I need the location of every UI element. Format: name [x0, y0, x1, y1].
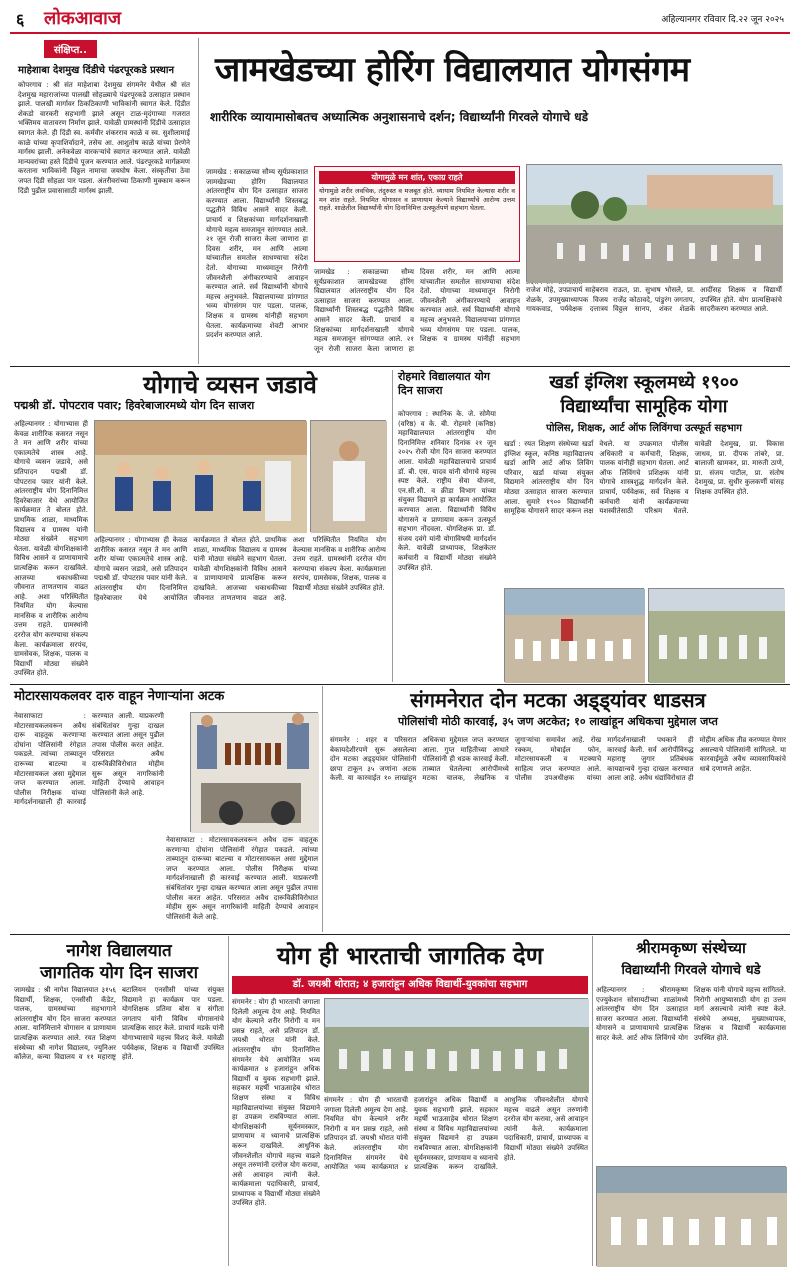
bottom-divider-right — [592, 936, 593, 1266]
popatrao-body-left: अहिल्यानगर : योगाभ्यास ही केवळ शारीरिक कसरत नसून ते मन आणि शरीर यांच्या एकात्मतेचे शास्त्र आहे. योगाचे व्यसन जडावे, असे प्रतिपादन पद्मश्री डॉ. पोपटराव पवार यांनी केले. आंतरराष्ट्रीय योग दिनानिमित्त हिवरेबाजार येथे आयोजित कार्यक्रमात ते बोलत होते. प्राथमिक शाळा, माध्यमिक विद्यालय व ग्रामस्थ यांनी मोठ्या संख्येने सहभाग घेतला. यावेळी योगशिक्षकांनी विविध आसने व प्राणायामाचे प्रात्यक्षिक करून दाखविले. आजच्या धकाधकीच्या जीवनात ताणतणाव वाढत आहे. अशा परिस्थितीत नियमित योग केल्यास मानसिक व शारीरिक आरोग्य उत्तम राहते. ग्रामस्थांनी दररोज योग करण्याचा संकल्प केला. कार्यक्रमाला सरपंच, ग्रामसेवक, शिक्षक, पालक व विद्यार्थी मोठ्या संख्येने उपस्थित होते. — [14, 420, 88, 678]
masthead-rule — [10, 32, 790, 34]
bharat-body-right: संगमनेर : योग ही भारताची जगाला दिलेली अमूल्य देण आहे. नियमित योग केल्याने शरीर निरोगी व मन प्रसन्न राहते, असे प्रतिपादन डॉ. जयश्री थोरात यांनी केले. आंतरराष्ट्रीय योग दिनानिमित्त संगमनेर येथे आयोजित भव्य कार्यक्रमात ४ हजारांहून अधिक विद्यार्थी व युवक सहभागी झाले. सहकार महर्षी भाऊसाहेब थोरात शिक्षण संस्था व विविध महाविद्यालयांच्या संयुक्त विद्यमाने हा उपक्रम राबविण्यात आला. योगशिक्षकांनी सूर्यनमस्कार, प्राणायाम व ध्यानाचे प्रात्यक्षिक करून दाखविले. आधुनिक जीवनशैलीत योगाचे महत्त्व वाढले असून तरुणांनी दररोज योग करावा, असे आवाहन त्यांनी केले. कार्यक्रमाला पदाधिकारी, प्राचार्य, प्राध्यापक व विद्यार्थी मोठ्या संख्येने उपस्थित होते. — [324, 1096, 588, 1172]
lead-body-lower: जामखेड : सकाळच्या सौम्य सूर्यप्रकाशात जामखेडच्या होरिंग विद्यालयात आंतरराष्ट्रीय योग दिन उत्साहात साजरा करण्यात आला. विद्यार्थ्यांनी शिस्तबद्ध पद्धतीने विविध आसने सादर केली. प्राचार्य व शिक्षकांच्या मार्गदर्शनाखाली योगाचे महत्व समजावून सांगण्यात आले. २१ जून रोजी साजरा केला जाणारा हा दिवस शरीर, मन आणि आत्मा यांच्यातील समतोल साधण्याचा संदेश देतो. योगाच्या माध्यमातून निरोगी जीवनशैली अंगीकारण्याचे आवाहन करण्यात आले. सर्व विद्यार्थ्यांनी योगाचे महत्त्व अनुभवले. विद्यालयाच्या प्रांगणात भव्य योगसंगम पार पडला. पालक, शिक्षक व ग्रामस्थ यांनीही सहभाग — [314, 268, 520, 353]
lead-subhead: शारीरिक व्यायामासोबतच अध्यात्मिक अनुशासनाचे दर्शन; विद्यार्थ्यांनी गिरवले योगाचे धडे — [210, 110, 589, 124]
popatrao-body-right: अहिल्यानगर : योगाभ्यास ही केवळ शारीरिक कसरत नसून ते मन आणि शरीर यांच्या एकात्मतेचे शास्त्र आहे. योगाचे व्यसन जडावे, असे प्रतिपादन पद्मश्री डॉ. पोपटराव पवार यांनी केले. आंतरराष्ट्रीय योग दिनानिमित्त हिवरेबाजार येथे आयोजित कार्यक्रमात ते बोलत होते. प्राथमिक शाळा, माध्यमिक विद्यालय व ग्रामस्थ यांनी मोठ्या संख्येने सहभाग घेतला. यावेळी योगशिक्षकांनी विविध आसने व प्राणायामाचे प्रात्यक्षिक करून दाखविले. आजच्या धकाधकीच्या जीवनात ताणतणाव वाढत आहे. अशा परिस्थितीत नियमित योग केल्यास मानसिक व शारीरिक आरोग्य उत्तम राहते. ग्रामस्थांनी दररोज योग करण्याचा संकल्प केला. कार्यक्रमाला सरपंच, ग्रामसेवक, शिक्षक, पालक व विद्यार्थी मोठ्या संख्येने उपस्थित होते. — [94, 536, 386, 602]
lead-body: जामखेड : सकाळच्या सौम्य सूर्यप्रकाशात जामखेडच्या होरिंग विद्यालयात आंतरराष्ट्रीय योग दिन उत्साहात साजरा करण्यात आला. विद्यार्थ्यांनी शिस्तबद्ध पद्धतीने विविध आसने सादर केली. प्राचार्य व शिक्षकांच्या मार्गदर्शनाखाली योगाचे महत्व समजावून सांगण्यात आले. २१ जून रोजी साजरा केला जाणारा हा दिवस शरीर, मन आणि आत्मा यांच्यातील समतोल साधण्याचा संदेश देतो. योगाच्या माध्यमातून निरोगी जीवनशैली अंगीकारण्याचे आवाहन करण्यात आले. सर्व विद्यार्थ्यांनी योगाचे महत्त्व अनुभवले. विद्यालयाच्या प्रांगणात भव्य योगसंगम पार पडला. पालक, शिक्षक व ग्रामस्थ यांनीही सहभाग घेतला. कार्यक्रमाच्या शेवटी आभार प्रदर्शन करण्यात आले. — [206, 168, 308, 340]
matka-subhead: पोलिसांची मोठी कारवाई, ३५ जण अटकेत; १० लाखांहून अधिकचा मुद्देमाल जप्त — [398, 715, 718, 728]
ramkrishna-headline-2: विद्यार्थ्यांनी गिरवले योगाचे धडे — [621, 963, 761, 978]
lead-quote-box — [314, 166, 520, 262]
brief-body: कोपरगाव : श्री संत माहेशाबा देशमुख संगमनेर येथील श्री संत देशमुख महाराजांच्या पालखी सोहळ्याचे पंढरपूरकडे उत्साहात प्रस्थान झाले. पालखी मार्गावर ठिकठिकाणी भाविकांनी स्वागत केले. दिंडीत शेकडो वारकरी सहभागी झाले असून टाळ-मृदंगाच्या गजरात भक्तिमय वातावरण निर्माण झाले. यावेळी ग्रामस्थांनी दिंडीचे उत्साहात स्वागत केले. ही दिंडी स्व. कर्मवीर शंकरराव काळे व स्व. सुशीलामाई काळे यांच्या कृपाशिर्वादाने, तसेच आ. आशुतोष काळे यांच्या प्रेरणेने मार्गस्थ झाली. अनेकवेळा वारकऱ्यांचे स्वागत करण्यात आले. यावेळी मान्यवरांच्या हस्ते दिंडीचे पूजन करण्यात आले. पंढरपूरकडे मार्गक्रमण करताना भाविकांनी विठ्ठल नामाचा जयघोष केला. संस्कृतीचा ठेवा जपत दिंडी सोहळा पार पडला. अंतरीवरांच्या ठिकाणी मुक्काम करून दिंडी पुढील प्रवासासाठी मार्गस्थ झाली. — [18, 81, 190, 195]
bharat-subhead: डॉ. जयश्री थोरात; ४ हजारांहून अधिक विद्यार्थी-युवकांचा सहभाग — [232, 976, 588, 994]
page-number: ६ — [16, 10, 25, 29]
ramkrishna-photo — [596, 1166, 786, 1266]
quote-body: योगामुळे शरीर लवचिक, तंदुरुस्त व मजबूत होते. व्यायाम नियमित केल्यास शरीर व मन शांत राहते. नियमित योगासन व प्राणायाम केल्याने विद्यार्थ्यांचे आरोग्य उत्तम राहते. शाळेतील विद्यार्थ्यांनी योग दिनानिमित्त उत्स्फूर्तपणे सहभाग घेतला. — [319, 187, 515, 213]
brand-logo: लोकआवाज — [44, 8, 122, 29]
motorcycle-body-left: नेवासाफाटा : मोटारसायकलवरून अवैध दारू वाहतूक करणाऱ्या दोघांना पोलिसांनी रंगेहात पकडले. त्यांच्या ताब्यातून दारूच्या बाटल्या व मोटारसायकल असा मुद्देमाल जप्त करण्यात आला. पोलीस निरीक्षक यांच्या मार्गदर्शनाखाली ही कारवाई करण्यात आली. याप्रकरणी संबंधितांवर गुन्हा दाखल करण्यात आला असून पुढील तपास पोलीस करत आहेत. परिसरात अवैध दारूविक्रीविरोधात मोहीम सुरू असून नागरिकांनी माहिती देण्याचे आवाहन पोलिसांनी केले आहे. — [14, 712, 164, 807]
ramkrishna-headline-1: श्रीरामकृष्ण संस्थेच्या — [636, 939, 746, 957]
kharda-headline-1: खर्डा इंग्लिश स्कूलमध्ये १९०० — [549, 372, 739, 393]
brief-label: संक्षिप्त.. — [44, 40, 97, 58]
kharda-body: खर्डा : रयत शिक्षण संस्थेच्या खर्डा इंग्लिश स्कूल, कनिष्ठ महाविद्यालय खर्डा आणि आर्ट ऑफ लिविंग परिवार, खर्डा यांच्या संयुक्त विद्यमाने आंतरराष्ट्रीय योग दिन मोठ्या उत्साहात साजरा करण्यात आला. सुमारे १९०० विद्यार्थ्यांनी सामूहिक योगासने सादर करून लक्ष वेधले. या उपक्रमात पोलीस अधिकारी व कर्मचारी, शिक्षक, पालक यांनीही सहभाग घेतला. आर्ट ऑफ लिविंगचे प्रशिक्षक यांनी योगाचे शास्त्रशुद्ध मार्गदर्शन केले. प्राचार्य, पर्यवेक्षक, सर्व शिक्षक व कर्मचारी यांनी कार्यक्रमाच्या यशस्वीतेसाठी परिश्रम घेतले. यावेळी देशमुख, प्रा. विकास जाधव, प्रा. दीपक तांबरे, प्रा. बालाजी खामकर, प्रा. मारुती ठाणे, प्रा. संजय पाटील, प्रा. संतोष देशमुख, प्रा. सुधीर कुलकर्णी यांसह शिक्षक उपस्थित होते. — [504, 440, 784, 516]
lead-caption: राजेश मोहे, उपप्राचार्य साहेबराव शेळके, उपमुख्याध्यापक विजय गायकवाड, पर्यवेक्षक दत्तात्रय राऊत, प्रा. सुभाष भोसले, प्रा. राजेंद्र कोठावदे, पांडुरंग जगताप, विठ्ठल सानप, शंकर शेळके आदींसह शिक्षक व विद्यार्थी उपस्थित होते. योग प्रात्यक्षिकांचे सादरीकरण करण्यात आले. — [526, 286, 782, 314]
mid-divider-2 — [322, 686, 323, 932]
kharda-photo-1 — [504, 588, 644, 682]
nagesh-headline-2: जागतिक योग दिन साजरा — [39, 963, 199, 983]
bharat-headline: योग ही भारताची जागतिक देण — [276, 942, 544, 970]
kharda-photo-2 — [648, 588, 784, 682]
matka-headline: संगमनेरात दोन मटका अड्ड्यांवर धाडसत्र — [410, 688, 706, 712]
quote-title: योगामुळे मन शांत, एकाग्र राहते — [319, 171, 515, 184]
lead-headline: जामखेडच्या होरिंग विद्यालयात योगसंगम — [215, 50, 690, 90]
lead-photo — [526, 164, 782, 282]
rule-3 — [10, 934, 790, 935]
bharat-body-left: संगमनेर : योग ही भारताची जगाला दिलेली अमूल्य देण आहे. नियमित योग केल्याने शरीर निरोगी व मन प्रसन्न राहते, असे प्रतिपादन डॉ. जयश्री थोरात यांनी केले. आंतरराष्ट्रीय योग दिनानिमित्त संगमनेर येथे आयोजित भव्य कार्यक्रमात ४ हजारांहून अधिक विद्यार्थी व युवक सहभागी झाले. सहकार महर्षी भाऊसाहेब थोरात शिक्षण संस्था व विविध महाविद्यालयांच्या संयुक्त विद्यमाने हा उपक्रम राबविण्यात आला. योगशिक्षकांनी सूर्यनमस्कार, प्राणायाम व ध्यानाचे प्रात्यक्षिक करून दाखविले. आधुनिक जीवनशैलीत योगाचे महत्त्व वाढले असून तरुणांनी दररोज योग करावा, असे आवाहन त्यांनी केले. कार्यक्रमाला पदाधिकारी, प्राचार्य, प्राध्यापक व विद्यार्थी मोठ्या संख्येने उपस्थित होते. — [232, 998, 320, 1208]
kharda-subhead: पोलिस, शिक्षक, आर्ट ऑफ लिविंगचा उत्स्फूर्त सहभाग — [546, 423, 742, 434]
popatrao-photo-2 — [310, 420, 386, 532]
brief-title: माहेशाबा देशमुख दिंडीचे पंढरपूरकडे प्रस्थान — [18, 65, 175, 76]
bharat-headline-box — [232, 938, 588, 974]
popatrao-headline: योगाचे व्यसन जडावे — [143, 371, 317, 399]
mid-divider-1 — [392, 370, 393, 682]
dateline: अहिल्यानगर रविवार दि.२२ जून २०२५ — [661, 15, 784, 25]
rohamare-headline: रोहमारे विद्यालयात योग दिन साजरा — [398, 370, 490, 397]
ramkrishna-body: अहिल्यानगर : श्रीरामकृष्ण एज्युकेशन सोसायटीच्या शाळांमध्ये आंतरराष्ट्रीय योग दिन उत्साहात साजरा करण्यात आला. विद्यार्थ्यांनी योगासने व प्राणायामाचे प्रात्यक्षिक सादर केले. आर्ट ऑफ लिविंगचे योग शिक्षक यांनी योगाचे महत्त्व सांगितले. निरोगी आयुष्यासाठी योग हा उत्तम मार्ग असल्याचे त्यांनी स्पष्ट केले. संस्थेचे अध्यक्ष, मुख्याध्यापक, शिक्षक व विद्यार्थी कार्यक्रमास उपस्थित होते. — [596, 986, 786, 1042]
motorcycle-body-right: नेवासाफाटा : मोटारसायकलवरून अवैध दारू वाहतूक करणाऱ्या दोघांना पोलिसांनी रंगेहात पकडले. त्यांच्या ताब्यातून दारूच्या बाटल्या व मोटारसायकल असा मुद्देमाल जप्त करण्यात आला. पोलीस निरीक्षक यांच्या मार्गदर्शनाखाली ही कारवाई करण्यात आली. याप्रकरणी संबंधितांवर गुन्हा दाखल करण्यात आला असून पुढील तपास पोलीस करत आहेत. परिसरात अवैध दारूविक्रीविरोधात मोहीम सुरू असून नागरिकांनी माहिती देण्याचे आवाहन पोलिसांनी केले आहे. — [166, 836, 318, 921]
bharat-photo — [324, 998, 588, 1092]
masthead — [10, 6, 790, 30]
rule-1 — [10, 366, 790, 367]
kharda-headline-2: विद्यार्थ्यांचा सामूहिक योगा — [560, 396, 728, 417]
brief-section — [14, 38, 194, 364]
left-column-divider — [198, 38, 199, 364]
matka-body: संगमनेर : शहर व परिसरात बेकायदेशीरपणे सुरू असलेल्या दोन मटका अड्ड्यांवर पोलिसांनी छापा टाकून ३५ जणांना अटक केली. या कारवाईत १० लाखांहून अधिकचा मुद्देमाल जप्त करण्यात आला. गुप्त माहितीच्या आधारे पोलिसांनी ही धडक कारवाई केली. ताब्यात घेतलेल्या आरोपींमध्ये मटका चालक, लेखनिक व जुगाऱ्यांचा समावेश आहे. रोख रक्कम, मोबाईल फोन, मोटारसायकली व मटक्याचे साहित्य जप्त करण्यात आले. पोलीस उपअधीक्षक यांच्या मार्गदर्शनाखाली पथकाने ही कारवाई केली. सर्व आरोपींविरुद्ध महाराष्ट्र जुगार प्रतिबंधक कायद्यान्वये गुन्हा दाखल करण्यात आला आहे. अवैध धंद्यांविरोधात ही मोहीम अधिक तीव्र करण्यात येणार असल्याचे पोलिसांनी सांगितले. या कारवाईमुळे अवैध व्यावसायिकांचे धाबे दणाणले आहेत. — [330, 736, 786, 783]
nagesh-body: जामखेड : श्री नागेश विद्यालयात ३१५६ विद्यार्थी, शिक्षक, एनसीसी कॅडेट, पालक, ग्रामस्थांच्या सहभागाने आंतरराष्ट्रीय योग दिन साजरा करण्यात आला. यानिमित्ताने योगासन व प्राणायाम प्रात्यक्षिक करण्यात आले. रयत शिक्षण संस्थेच्या श्री नागेश विद्यालय, ज्युनिअर कॉलेज, कन्या विद्यालय व ११ महाराष्ट्र बटालियन एनसीसी यांच्या संयुक्त विद्यमाने हा कार्यक्रम पार पडला. योगशिक्षक प्रतिमा बोस व संगीता जगताप यांनी विविध योगासनांचे प्रात्यक्षिक सादर केले. प्राचार्य मडके यांनी योगाभ्यासाचे महत्त्व विशद केले. यावेळी पर्यवेक्षक, शिक्षक व विद्यार्थी उपस्थित होते. — [14, 986, 224, 1062]
lead-headline-box — [205, 40, 785, 104]
popatrao-photo — [94, 420, 306, 532]
motorcycle-headline: मोटारसायकलवर दारु वाहून नेणाऱ्यांना अटक — [14, 689, 225, 704]
rule-2 — [10, 684, 790, 685]
motorcycle-photo — [190, 712, 318, 832]
popatrao-subhead: पद्मश्री डॉ. पोपटराव पवार; हिवरेबाजारमध्ये योग दिन साजरा — [14, 399, 255, 412]
rohamare-body: कोपरगाव : स्थानिक के. जे. सोमैया (वरिष्ठ) व के. बी. रोहमारे (कनिष्ठ) महाविद्यालयात आंतरराष्ट्रीय योग दिनानिमित्त शनिवार दिनांक २१ जून २०२५ रोजी योग दिन साजरा करण्यात आला. यावेळी महाविद्यालयाचे प्राचार्य डॉ. बी. एस. यादव यांनी योगाचे महत्त्व स्पष्ट केले. राष्ट्रीय सेवा योजना, एन.सी.सी. व क्रीडा विभाग यांच्या संयुक्त विद्यमाने हा कार्यक्रम आयोजित करण्यात आला. विद्यार्थ्यांनी विविध योगासने व प्राणायाम करून उत्स्फूर्त सहभाग नोंदवला. योगशिक्षक प्रा. डॉ. संजय दवंगे यांनी योगाविषयी मार्गदर्शन केले. यावेळी प्राध्यापक, शिक्षकेतर कर्मचारी व विद्यार्थी मोठ्या संख्येने उपस्थित होते. — [398, 410, 496, 572]
nagesh-headline-1: नागेश विद्यालयात — [66, 941, 172, 961]
bottom-divider-left — [228, 936, 229, 1266]
